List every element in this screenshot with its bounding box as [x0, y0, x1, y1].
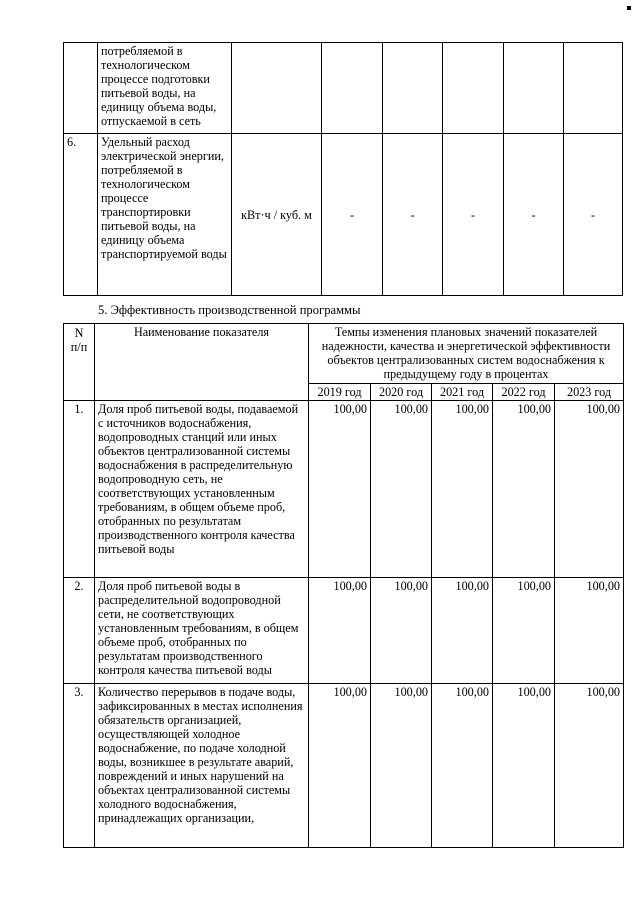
- value-cell: 100,00: [432, 684, 493, 848]
- value-cell: -: [443, 134, 504, 296]
- header-span-cell: Темпы изменения плановых значений показателей надежности, качества и энергетической эффективности объектов централизованных систем водоснабжения к предыдущему году в процентах: [309, 324, 624, 384]
- value-cell: -: [564, 134, 623, 296]
- section-title: 5. Эффективность производственной программы: [98, 303, 361, 317]
- indicator-name-cell: потребляемой в технологическом процессе подготовки питьевой воды, на единицу объема воды, отпускаемой в сеть: [98, 43, 232, 134]
- year-header-cell: 2023 год: [555, 384, 624, 401]
- value-cell: 100,00: [555, 684, 624, 848]
- value-cell: 100,00: [309, 401, 371, 578]
- table-row: [64, 134, 623, 296]
- year-header-cell: 2019 год: [309, 384, 371, 401]
- row-number-cell: 1.: [64, 401, 95, 578]
- value-cell: 100,00: [493, 578, 555, 684]
- unit-cell: [232, 43, 322, 134]
- value-cell: [322, 43, 383, 134]
- value-cell: -: [322, 134, 383, 296]
- table-row: [64, 684, 624, 848]
- table-header-row: [64, 324, 624, 384]
- efficiency-table: [63, 323, 624, 848]
- value-cell: -: [504, 134, 564, 296]
- indicator-name-cell: Удельный расход электрической энергии, потребляемой в технологическом процессе транспортировки питьевой воды, на единицу объема транспортируемой воды: [98, 134, 232, 296]
- energy-indicators-table: [63, 42, 623, 296]
- year-header-cell: 2022 год: [493, 384, 555, 401]
- header-number-cell: N п/п: [64, 324, 95, 401]
- value-cell: 100,00: [493, 684, 555, 848]
- value-cell: 100,00: [555, 401, 624, 578]
- value-cell: 100,00: [309, 684, 371, 848]
- row-number-cell: 3.: [64, 684, 95, 848]
- unit-cell: кВт·ч / куб. м: [232, 134, 322, 296]
- value-cell: 100,00: [309, 578, 371, 684]
- value-cell: 100,00: [555, 578, 624, 684]
- value-cell: [504, 43, 564, 134]
- row-number-cell: 6.: [64, 134, 98, 296]
- value-cell: 100,00: [432, 401, 493, 578]
- value-cell: [564, 43, 623, 134]
- row-number-cell: 2.: [64, 578, 95, 684]
- indicator-name-cell: Доля проб питьевой воды в распределительной водопроводной сети, не соответствующих установленным требованиям, в общем объеме проб, отобранных по результатам производственного контроля качества питьевой воды: [95, 578, 309, 684]
- value-cell: 100,00: [493, 401, 555, 578]
- indicator-name-cell: Доля проб питьевой воды, подаваемой с источников водоснабжения, водопроводных станций или иных объектов централизованной системы водоснабжения в распределительную водопроводную сеть, не соответствующих установленным требованиям, в общем объеме проб, отобранных по результатам производственного контроля качества питьевой воды: [95, 401, 309, 578]
- year-header-cell: 2021 год: [432, 384, 493, 401]
- indicator-name-cell: Количество перерывов в подаче воды, зафиксированных в местах исполнения обязательств организацией, осуществляющей холодное водоснабжение, по подаче холодной воды, возникшее в результате аварий, повреждений и иных нарушений на объектах централизованной системы холодного водоснабжения, принадлежащих организации,: [95, 684, 309, 848]
- value-cell: 100,00: [371, 578, 432, 684]
- table-row: [64, 578, 624, 684]
- table-row: [64, 43, 623, 134]
- value-cell: 100,00: [371, 684, 432, 848]
- value-cell: [443, 43, 504, 134]
- row-number-cell: [64, 43, 98, 134]
- header-name-cell: Наименование показателя: [95, 324, 309, 401]
- value-cell: -: [383, 134, 443, 296]
- value-cell: 100,00: [371, 401, 432, 578]
- corner-mark: [627, 6, 631, 10]
- year-header-cell: 2020 год: [371, 384, 432, 401]
- value-cell: 100,00: [432, 578, 493, 684]
- value-cell: [383, 43, 443, 134]
- table-row: [64, 401, 624, 578]
